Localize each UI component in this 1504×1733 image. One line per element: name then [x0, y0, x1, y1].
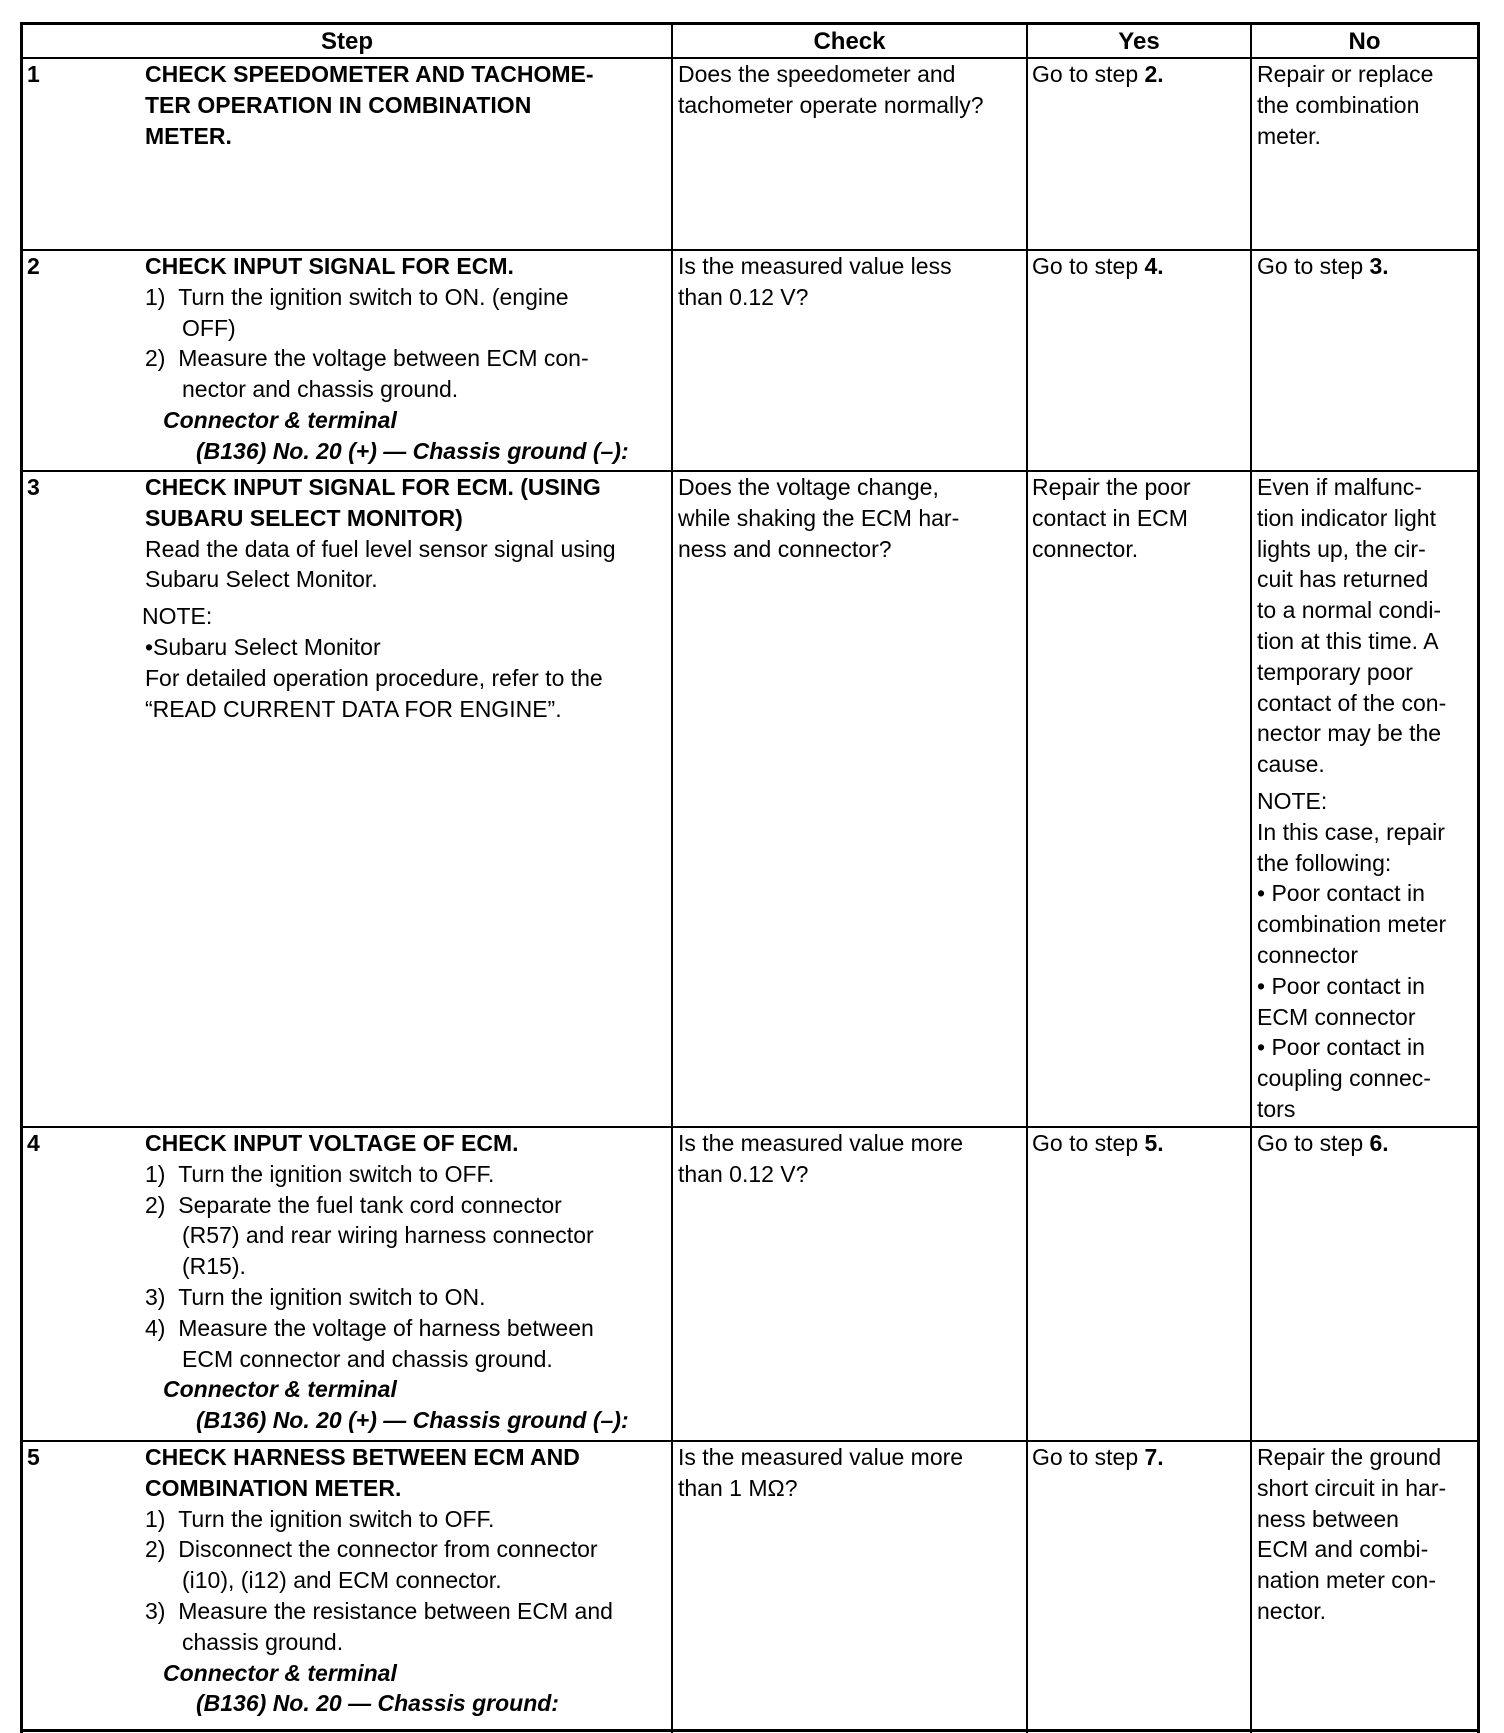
no-cell [1257, 1442, 1446, 1627]
check-cell [678, 251, 952, 313]
item-text: ECM connector and chassis ground. [182, 1345, 553, 1372]
no-text: Go to step [1257, 253, 1370, 279]
no-text: ECM and combi- [1257, 1536, 1429, 1563]
yes-text: contact in ECM [1032, 504, 1188, 531]
item-text: (R57) and rear wiring harness connector [182, 1222, 594, 1249]
procedure-item [145, 1190, 629, 1282]
yes-text: Go to step [1032, 1130, 1145, 1156]
procedure-item [145, 343, 629, 405]
bullet-text: ECM connector [1257, 1003, 1416, 1030]
connector-value: (B136) No. 20 — Chassis ground: [196, 1690, 559, 1717]
note-text: “READ CURRENT DATA FOR ENGINE”. [145, 695, 562, 722]
no-text: lights up, the cir- [1257, 535, 1426, 562]
yes-text: Go to step [1032, 1444, 1145, 1470]
item-text: OFF) [182, 314, 236, 341]
item-text: Measure the voltage of harness between [178, 1314, 594, 1341]
item-text: (i10), (i12) and ECM connector. [182, 1567, 502, 1594]
connector-value: (B136) No. 20 (+) — Chassis ground (–): [196, 1407, 629, 1434]
yes-cell [1032, 1442, 1164, 1473]
item-text: Disconnect the connector from connector [178, 1536, 598, 1563]
no-text: to a normal condi- [1257, 597, 1442, 624]
item-number: 2) [145, 345, 166, 372]
check-cell [678, 472, 959, 564]
step-description [145, 1128, 629, 1436]
item-text: Turn the ignition switch to OFF. [178, 1160, 495, 1187]
no-text: meter. [1257, 122, 1321, 149]
check-text: than 0.12 V? [678, 283, 809, 310]
yes-text: connector. [1032, 535, 1139, 562]
item-text: Turn the ignition switch to OFF. [178, 1505, 495, 1532]
bullet-item [1257, 1032, 1446, 1124]
item-text: (R15). [182, 1253, 246, 1280]
check-cell [678, 1442, 963, 1504]
item-text: Turn the ignition switch to ON. (engine [178, 283, 569, 310]
item-text: Turn the ignition switch to ON. [178, 1283, 486, 1310]
yes-step: 2. [1144, 61, 1164, 87]
no-cell [1257, 1128, 1389, 1159]
check-cell [678, 1128, 963, 1190]
no-text: ness between [1257, 1505, 1399, 1532]
no-text: Even if malfunc- [1257, 474, 1422, 500]
procedure-item [145, 1534, 613, 1596]
no-text: nation meter con- [1257, 1567, 1436, 1594]
no-text: contact of the con- [1257, 689, 1447, 716]
item-number: 2) [145, 1536, 166, 1563]
no-text: short circuit in har- [1257, 1474, 1447, 1501]
no-text: cause. [1257, 751, 1325, 778]
no-step: 3. [1369, 253, 1389, 279]
step-description [145, 251, 629, 467]
check-text: than 0.12 V? [678, 1160, 809, 1187]
bullet-text: • Poor contact in [1257, 972, 1425, 999]
bullet-text: coupling connec- [1257, 1065, 1431, 1092]
procedure-item [145, 1313, 629, 1375]
no-cell [1257, 472, 1446, 1125]
item-number: 3) [145, 1597, 166, 1624]
step-title: CHECK HARNESS BETWEEN ECM AND [145, 1444, 580, 1470]
col-rule-yes [1026, 22, 1028, 1733]
connector-label: Connector & terminal [163, 406, 397, 433]
item-number: 3) [145, 1283, 166, 1310]
yes-cell [1032, 59, 1164, 90]
item-text: Measure the resistance between ECM and [178, 1597, 613, 1624]
yes-text: Repair the poor [1032, 474, 1191, 500]
header-yes: Yes [1118, 28, 1160, 55]
step-description [142, 472, 616, 724]
yes-cell [1032, 472, 1191, 564]
table-border-right [1477, 22, 1480, 1733]
check-cell [678, 59, 984, 121]
col-rule-check [671, 22, 673, 1733]
bullet-text: combination meter [1257, 911, 1447, 938]
step-description [145, 59, 594, 151]
item-text: Measure the voltage between ECM con- [178, 345, 589, 372]
bullet-item [1257, 971, 1446, 1033]
procedure-item [145, 1596, 613, 1658]
header-check: Check [813, 28, 886, 55]
no-step: 6. [1369, 1130, 1389, 1156]
step-description [145, 1442, 613, 1719]
step-number: 3 [27, 474, 40, 500]
bullet-text: • Poor contact in [1257, 1034, 1425, 1061]
item-number: 2) [145, 1191, 166, 1218]
check-text: Does the voltage change, [678, 474, 939, 500]
no-text: Repair or replace [1257, 61, 1434, 87]
no-text: tion indicator light [1257, 504, 1436, 531]
yes-text: Go to step [1032, 253, 1145, 279]
no-cell [1257, 59, 1433, 151]
step-title: SUBARU SELECT MONITOR) [145, 504, 463, 531]
check-text: Is the measured value more [678, 1444, 964, 1470]
check-text: than 1 MΩ? [678, 1474, 798, 1501]
yes-step: 7. [1144, 1444, 1164, 1470]
check-text: ness and connector? [678, 535, 892, 562]
connector-label: Connector & terminal [163, 1659, 397, 1686]
step-title: COMBINATION METER. [145, 1474, 402, 1501]
note-text: For detailed operation procedure, refer to the [145, 664, 603, 691]
no-text: nector may be the [1257, 720, 1442, 747]
col-rule-no [1250, 22, 1252, 1733]
no-text: Go to step [1257, 1130, 1370, 1156]
procedure-item [145, 1504, 613, 1535]
step-title: METER. [145, 122, 232, 149]
item-text: chassis ground. [182, 1628, 344, 1655]
yes-step: 5. [1144, 1130, 1164, 1156]
bullet-text: connector [1257, 941, 1359, 968]
step-number: 2 [27, 253, 40, 279]
procedure-item [145, 282, 629, 344]
procedure-item [145, 1282, 629, 1313]
check-text: Is the measured value less [678, 253, 952, 279]
diagnostic-table [20, 22, 1480, 1733]
no-text: cuit has returned [1257, 566, 1429, 593]
header-step: Step [320, 28, 373, 55]
table-border-left [20, 22, 23, 1733]
item-number: 4) [145, 1314, 166, 1341]
bullet-item [1257, 878, 1446, 970]
yes-text: Go to step [1032, 61, 1145, 87]
body-text: Subaru Select Monitor. [145, 566, 378, 593]
no-text: nector. [1257, 1597, 1327, 1624]
header-no: No [1348, 28, 1381, 55]
bullet-text: • Poor contact in [1257, 880, 1425, 907]
no-text: tion at this time. A [1257, 627, 1439, 654]
note-bullet: •Subaru Select Monitor [145, 633, 381, 660]
no-cell [1257, 251, 1389, 282]
procedure-item [145, 1159, 629, 1190]
step-title: CHECK SPEEDOMETER AND TACHOME- [145, 61, 594, 87]
check-text: tachometer operate normally? [678, 91, 984, 118]
item-text: Separate the fuel tank cord connector [178, 1191, 562, 1218]
body-text: Read the data of fuel level sensor signal using [145, 535, 616, 562]
check-text: Does the speedometer and [678, 61, 956, 87]
step-number: 1 [27, 61, 40, 87]
bullet-text: tors [1257, 1095, 1296, 1122]
note-text: In this case, repair [1257, 818, 1445, 845]
yes-cell [1032, 251, 1164, 282]
step-title: CHECK INPUT SIGNAL FOR ECM. (USING [145, 474, 601, 500]
table-border-bottom [20, 1729, 1480, 1732]
check-text: Is the measured value more [678, 1130, 964, 1156]
step-title: TER OPERATION IN COMBINATION [145, 91, 532, 118]
yes-cell [1032, 1128, 1164, 1159]
item-text: nector and chassis ground. [182, 376, 459, 403]
no-text: temporary poor [1257, 658, 1413, 685]
note-label: NOTE: [142, 603, 213, 630]
connector-label: Connector & terminal [163, 1376, 397, 1403]
yes-step: 4. [1144, 253, 1164, 279]
item-number: 1) [145, 1160, 166, 1187]
note-label: NOTE: [1257, 787, 1328, 814]
step-title: CHECK INPUT VOLTAGE OF ECM. [145, 1130, 519, 1156]
item-number: 1) [145, 283, 166, 310]
step-number: 5 [27, 1444, 40, 1470]
step-title: CHECK INPUT SIGNAL FOR ECM. [145, 253, 514, 279]
item-number: 1) [145, 1505, 166, 1532]
step-number: 4 [27, 1130, 40, 1156]
no-text: the combination [1257, 91, 1420, 118]
check-text: while shaking the ECM har- [678, 504, 960, 531]
no-text: Repair the ground [1257, 1444, 1442, 1470]
connector-value: (B136) No. 20 (+) — Chassis ground (–): [196, 437, 629, 464]
note-text: the following: [1257, 849, 1392, 876]
